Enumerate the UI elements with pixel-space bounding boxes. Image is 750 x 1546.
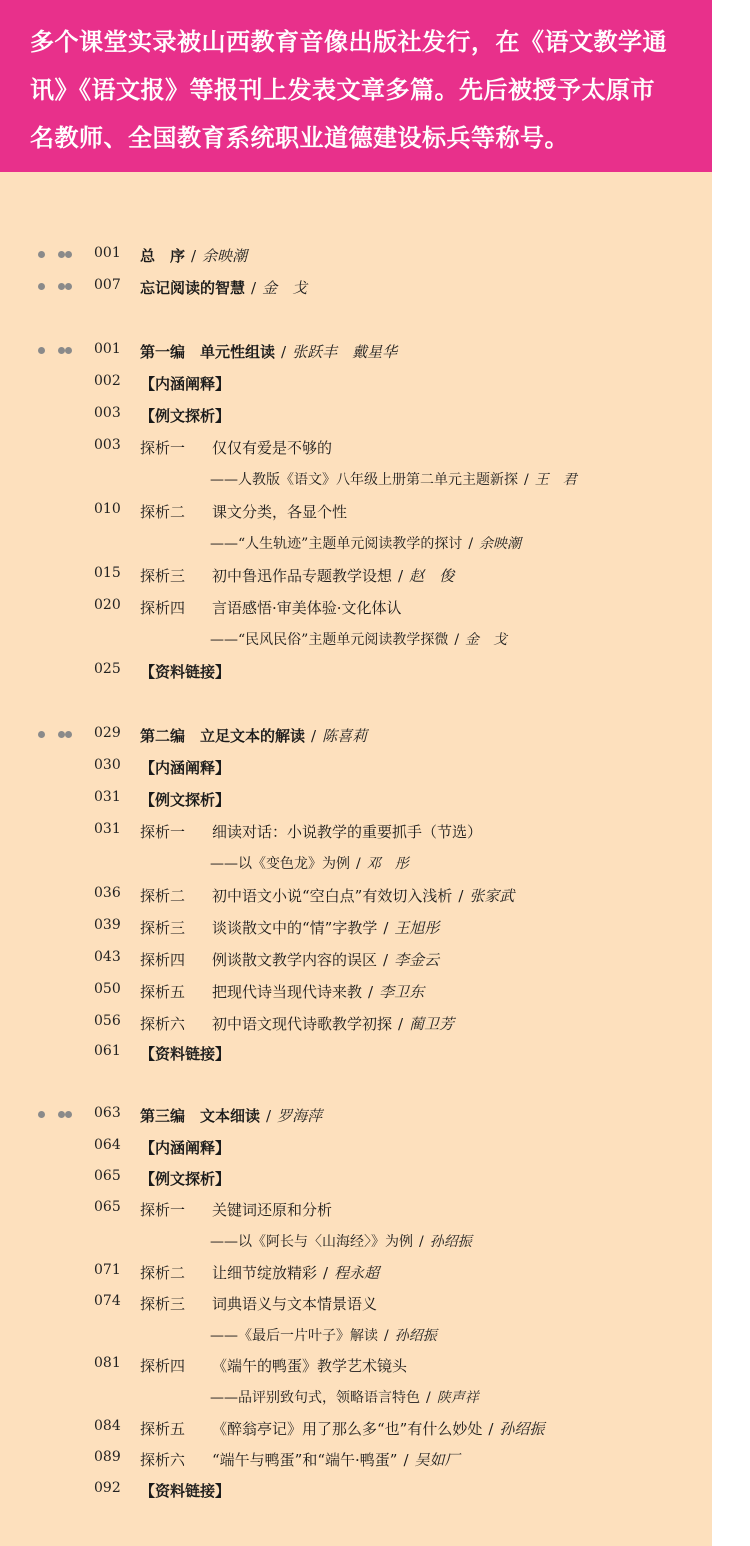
entry-title xyxy=(140,405,230,426)
subtitle xyxy=(210,1387,479,1407)
page-number: 036 xyxy=(94,885,121,901)
page-number: 030 xyxy=(94,757,121,773)
separator: / xyxy=(311,727,317,745)
separator: / xyxy=(384,1328,389,1344)
entry-title xyxy=(140,757,230,778)
entry-title xyxy=(140,1418,544,1439)
entry-title-text: 【内涵阐释】 xyxy=(140,375,231,393)
subtitle xyxy=(210,1325,437,1345)
section-label: 探析二 xyxy=(140,503,186,521)
toc-row[interactable] xyxy=(0,1137,712,1165)
separator: / xyxy=(468,536,474,552)
bullet-dots-icon xyxy=(38,347,78,357)
subtitle xyxy=(210,469,577,489)
toc-row[interactable] xyxy=(0,981,712,1009)
toc-row[interactable] xyxy=(0,533,712,561)
entry-title-text: 例谈散文教学内容的误区 xyxy=(212,951,378,969)
author-name: 赵 俊 xyxy=(409,567,455,585)
entry-title-text: 【内涵阐释】 xyxy=(140,1139,231,1157)
author-name: 王 君 xyxy=(534,472,577,488)
separator: / xyxy=(281,343,287,361)
separator: / xyxy=(454,632,460,648)
page-number: 039 xyxy=(94,917,121,933)
entry-title xyxy=(140,1105,322,1126)
separator: / xyxy=(383,951,389,969)
entry-title xyxy=(140,565,454,586)
entry-title-text: 把现代诗当现代诗来教 xyxy=(212,983,363,1001)
page-number: 050 xyxy=(94,981,121,997)
dot-icon xyxy=(58,1111,65,1118)
entry-title-text: 【例文探析】 xyxy=(140,791,231,809)
subtitle xyxy=(210,533,521,553)
page-number: 063 xyxy=(94,1105,121,1121)
entry-title-text: 【例文探析】 xyxy=(140,407,231,425)
section-label: 探析三 xyxy=(140,1295,186,1313)
bullet-dots-icon xyxy=(38,1111,78,1121)
entry-title xyxy=(140,949,439,970)
page-number: 015 xyxy=(94,565,121,581)
author-name: 吴如厂 xyxy=(414,1451,460,1469)
entry-title-text: 初中鲁迅作品专题教学设想 xyxy=(212,567,393,585)
separator: / xyxy=(426,1390,431,1406)
dot-icon xyxy=(58,251,65,258)
toc-row[interactable] xyxy=(0,949,712,977)
entry-title xyxy=(140,1013,454,1034)
toc-row[interactable] xyxy=(0,1325,712,1353)
subtitle-text: ——“民风民俗”主题单元阅读教学探微 xyxy=(210,632,449,648)
entry-title-text: 总 序 xyxy=(140,247,186,265)
toc-row[interactable] xyxy=(0,661,712,689)
toc-row[interactable] xyxy=(0,1293,712,1321)
entry-title xyxy=(140,917,439,938)
entry-title-text: 让细节绽放精彩 xyxy=(212,1264,318,1282)
toc-row[interactable] xyxy=(0,1168,712,1196)
entry-title-text: 【资料链接】 xyxy=(140,663,231,681)
entry-title xyxy=(140,1043,230,1064)
entry-title-text: 第二编 立足文本的解读 xyxy=(140,727,306,745)
entry-title xyxy=(140,1480,230,1501)
dot-icon xyxy=(58,283,65,290)
toc-row[interactable] xyxy=(0,501,712,529)
entry-title xyxy=(140,597,402,618)
separator: / xyxy=(398,567,404,585)
toc-row[interactable] xyxy=(0,1199,712,1227)
bullet-dots-icon xyxy=(38,251,78,261)
toc-row[interactable] xyxy=(0,757,712,785)
entry-title xyxy=(140,661,230,682)
separator: / xyxy=(191,247,197,265)
page-number: 084 xyxy=(94,1418,121,1434)
author-name: 金 戈 xyxy=(262,279,308,297)
entry-title xyxy=(140,1262,379,1283)
entry-title-text: 【资料链接】 xyxy=(140,1045,231,1063)
entry-title-text: 关键词还原和分析 xyxy=(212,1201,333,1219)
entry-title-text: 初中语文小说“空白点”有效切入浅析 xyxy=(212,887,453,905)
author-name: 陈喜莉 xyxy=(322,727,368,745)
page-number: 031 xyxy=(94,821,121,837)
toc-row[interactable] xyxy=(0,469,712,497)
entry-title xyxy=(140,501,347,522)
separator: / xyxy=(524,472,529,488)
dot-icon xyxy=(38,283,45,290)
entry-title-text: 细读对话：小说教学的重要抓手（节选） xyxy=(212,823,483,841)
dot-icon xyxy=(38,731,45,738)
page-number: 031 xyxy=(94,789,121,805)
page-number: 001 xyxy=(94,245,121,261)
page-number: 064 xyxy=(94,1137,121,1153)
dot-icon xyxy=(38,1111,45,1118)
toc-row[interactable] xyxy=(0,277,712,305)
toc-row[interactable] xyxy=(0,1231,712,1259)
section-label: 探析五 xyxy=(140,983,186,1001)
entry-title xyxy=(140,437,332,458)
toc-row[interactable] xyxy=(0,1013,712,1041)
dot-icon xyxy=(65,347,72,354)
entry-title xyxy=(140,373,230,394)
page-number: 002 xyxy=(94,373,121,389)
toc-row[interactable] xyxy=(0,373,712,401)
toc-row[interactable] xyxy=(0,1355,712,1383)
page-number: 092 xyxy=(94,1480,121,1496)
author-name: 孙绍振 xyxy=(499,1420,545,1438)
page-number: 029 xyxy=(94,725,121,741)
page-number: 025 xyxy=(94,661,121,677)
toc-row[interactable] xyxy=(0,1449,712,1477)
toc-row[interactable] xyxy=(0,245,712,273)
page-number: 061 xyxy=(94,1043,121,1059)
author-name: 王旭彤 xyxy=(394,919,440,937)
section-label: 探析五 xyxy=(140,1420,186,1438)
author-name: 蔺卫芳 xyxy=(409,1015,455,1033)
separator: / xyxy=(488,1420,494,1438)
author-name: 张跃丰 戴星华 xyxy=(292,343,398,361)
section-label: 探析六 xyxy=(140,1451,186,1469)
author-name: 罗海萍 xyxy=(277,1107,323,1125)
entry-title-text: 言语感悟·审美体验·文化体认 xyxy=(212,599,402,617)
author-name: 孙绍振 xyxy=(394,1328,437,1344)
dot-icon xyxy=(65,251,72,258)
subtitle-text: ——“人生轨迹”主题单元阅读教学的探讨 xyxy=(210,536,463,552)
entry-title-text: 【资料链接】 xyxy=(140,1482,231,1500)
entry-title-text: 第三编 文本细读 xyxy=(140,1107,261,1125)
separator: / xyxy=(403,1451,409,1469)
dot-icon xyxy=(65,731,72,738)
dot-icon xyxy=(58,347,65,354)
section-label: 探析二 xyxy=(140,1264,186,1282)
separator: / xyxy=(398,1015,404,1033)
section-label: 探析六 xyxy=(140,1015,186,1033)
page-number: 065 xyxy=(94,1199,121,1215)
toc-row[interactable] xyxy=(0,1043,712,1071)
page-number: 074 xyxy=(94,1293,121,1309)
section-label: 探析二 xyxy=(140,887,186,905)
toc-row[interactable] xyxy=(0,1105,712,1133)
toc-row[interactable] xyxy=(0,917,712,945)
subtitle-text: ——品评别致句式，领略语言特色 xyxy=(210,1390,420,1406)
toc-row[interactable] xyxy=(0,885,712,913)
section-label: 探析三 xyxy=(140,919,186,937)
section-label: 探析一 xyxy=(140,1201,186,1219)
entry-title-text: 谈谈散文中的“情”字教学 xyxy=(212,919,378,937)
author-name: 孙绍振 xyxy=(429,1234,472,1250)
dot-icon xyxy=(65,1111,72,1118)
entry-title xyxy=(140,1168,230,1189)
section-label: 探析四 xyxy=(140,599,186,617)
author-name: 陕声祥 xyxy=(436,1390,479,1406)
section-label: 探析一 xyxy=(140,823,186,841)
page-number: 056 xyxy=(94,1013,121,1029)
separator: / xyxy=(323,1264,329,1282)
entry-title-text: 仅仅有爱是不够的 xyxy=(212,439,333,457)
section-label: 探析一 xyxy=(140,439,186,457)
entry-title xyxy=(140,885,514,906)
entry-title-text: 课文分类，各显个性 xyxy=(212,503,348,521)
toc-row[interactable] xyxy=(0,725,712,753)
subtitle xyxy=(210,853,409,873)
entry-title xyxy=(140,1137,230,1158)
toc-row[interactable] xyxy=(0,821,712,849)
separator: / xyxy=(266,1107,272,1125)
dot-icon xyxy=(58,731,65,738)
author-name: 李金云 xyxy=(394,951,440,969)
bullet-dots-icon xyxy=(38,283,78,293)
entry-title xyxy=(140,821,482,842)
bullet-dots-icon xyxy=(38,731,78,741)
toc-row[interactable] xyxy=(0,597,712,625)
section-label: 探析四 xyxy=(140,951,186,969)
entry-title-text: 第一编 单元性组读 xyxy=(140,343,276,361)
entry-title xyxy=(140,245,247,266)
entry-title xyxy=(140,1355,407,1376)
author-name: 余映潮 xyxy=(479,536,522,552)
entry-title xyxy=(140,789,230,810)
page-number: 089 xyxy=(94,1449,121,1465)
author-name: 李卫东 xyxy=(379,983,425,1001)
toc-row[interactable] xyxy=(0,341,712,369)
subtitle-text: ——《最后一片叶子》解读 xyxy=(210,1328,378,1344)
toc-row[interactable] xyxy=(0,565,712,593)
author-name: 余映潮 xyxy=(202,247,248,265)
subtitle-text: ——以《变色龙》为例 xyxy=(210,856,350,872)
section-label: 探析三 xyxy=(140,567,186,585)
entry-title xyxy=(140,1449,460,1470)
entry-title xyxy=(140,277,307,298)
page-number: 043 xyxy=(94,949,121,965)
toc-row[interactable] xyxy=(0,853,712,881)
author-name: 金 戈 xyxy=(465,632,508,648)
dot-icon xyxy=(38,347,45,354)
toc-row[interactable] xyxy=(0,1262,712,1290)
toc-row[interactable] xyxy=(0,1418,712,1446)
entry-title xyxy=(140,1293,377,1314)
author-name: 程永超 xyxy=(334,1264,380,1282)
subtitle xyxy=(210,629,507,649)
separator: / xyxy=(368,983,374,1001)
entry-title-text: 《醉翁亭记》用了那么多“也”有什么妙处 xyxy=(212,1420,483,1438)
page-number: 010 xyxy=(94,501,121,517)
banner-line-3: 名教师、全国教育系统职业道德建设标兵等称号。 xyxy=(30,124,569,152)
entry-title-text: 【内涵阐释】 xyxy=(140,759,231,777)
entry-title-text: “端午与鸭蛋”和“端午·鸭蛋” xyxy=(212,1451,398,1469)
entry-title xyxy=(140,1199,332,1220)
toc-row[interactable] xyxy=(0,629,712,657)
page-number: 071 xyxy=(94,1262,121,1278)
entry-title-text: 词典语义与文本情景语义 xyxy=(212,1295,378,1313)
toc-row[interactable] xyxy=(0,405,712,433)
entry-title-text: 【例文探析】 xyxy=(140,1170,231,1188)
section-label: 探析四 xyxy=(140,1357,186,1375)
page-number: 081 xyxy=(94,1355,121,1371)
toc-row[interactable] xyxy=(0,1387,712,1415)
toc-row[interactable] xyxy=(0,437,712,465)
entry-title-text: 忘记阅读的智慧 xyxy=(140,279,246,297)
entry-title xyxy=(140,725,367,746)
page-number: 065 xyxy=(94,1168,121,1184)
separator: / xyxy=(356,856,361,872)
author-name: 邓 彤 xyxy=(366,856,409,872)
page-number: 007 xyxy=(94,277,121,293)
entry-title-text: 初中语文现代诗歌教学初探 xyxy=(212,1015,393,1033)
dot-icon xyxy=(38,251,45,258)
entry-title xyxy=(140,981,424,1002)
author-name: 张家武 xyxy=(469,887,515,905)
separator: / xyxy=(458,887,464,905)
toc-row[interactable] xyxy=(0,789,712,817)
dot-icon xyxy=(65,283,72,290)
page-number: 003 xyxy=(94,405,121,421)
banner-line-1: 多个课堂实录被山西教育音像出版社发行，在《语文教学通 xyxy=(30,28,667,56)
entry-title-text: 《端午的鸭蛋》教学艺术镜头 xyxy=(212,1357,408,1375)
separator: / xyxy=(383,919,389,937)
page-number: 020 xyxy=(94,597,121,613)
entry-title xyxy=(140,341,397,362)
subtitle xyxy=(210,1231,472,1251)
page-number: 003 xyxy=(94,437,121,453)
subtitle-text: ——以《阿长与〈山海经〉》为例 xyxy=(210,1234,413,1250)
page-number: 001 xyxy=(94,341,121,357)
banner-line-2: 讯》《语文报》等报刊上发表文章多篇。先后被授予太原市 xyxy=(30,76,655,104)
toc-row[interactable] xyxy=(0,1480,712,1508)
separator: / xyxy=(251,279,257,297)
subtitle-text: ——人教版《语文》八年级上册第二单元主题新探 xyxy=(210,472,518,488)
separator: / xyxy=(419,1234,424,1250)
